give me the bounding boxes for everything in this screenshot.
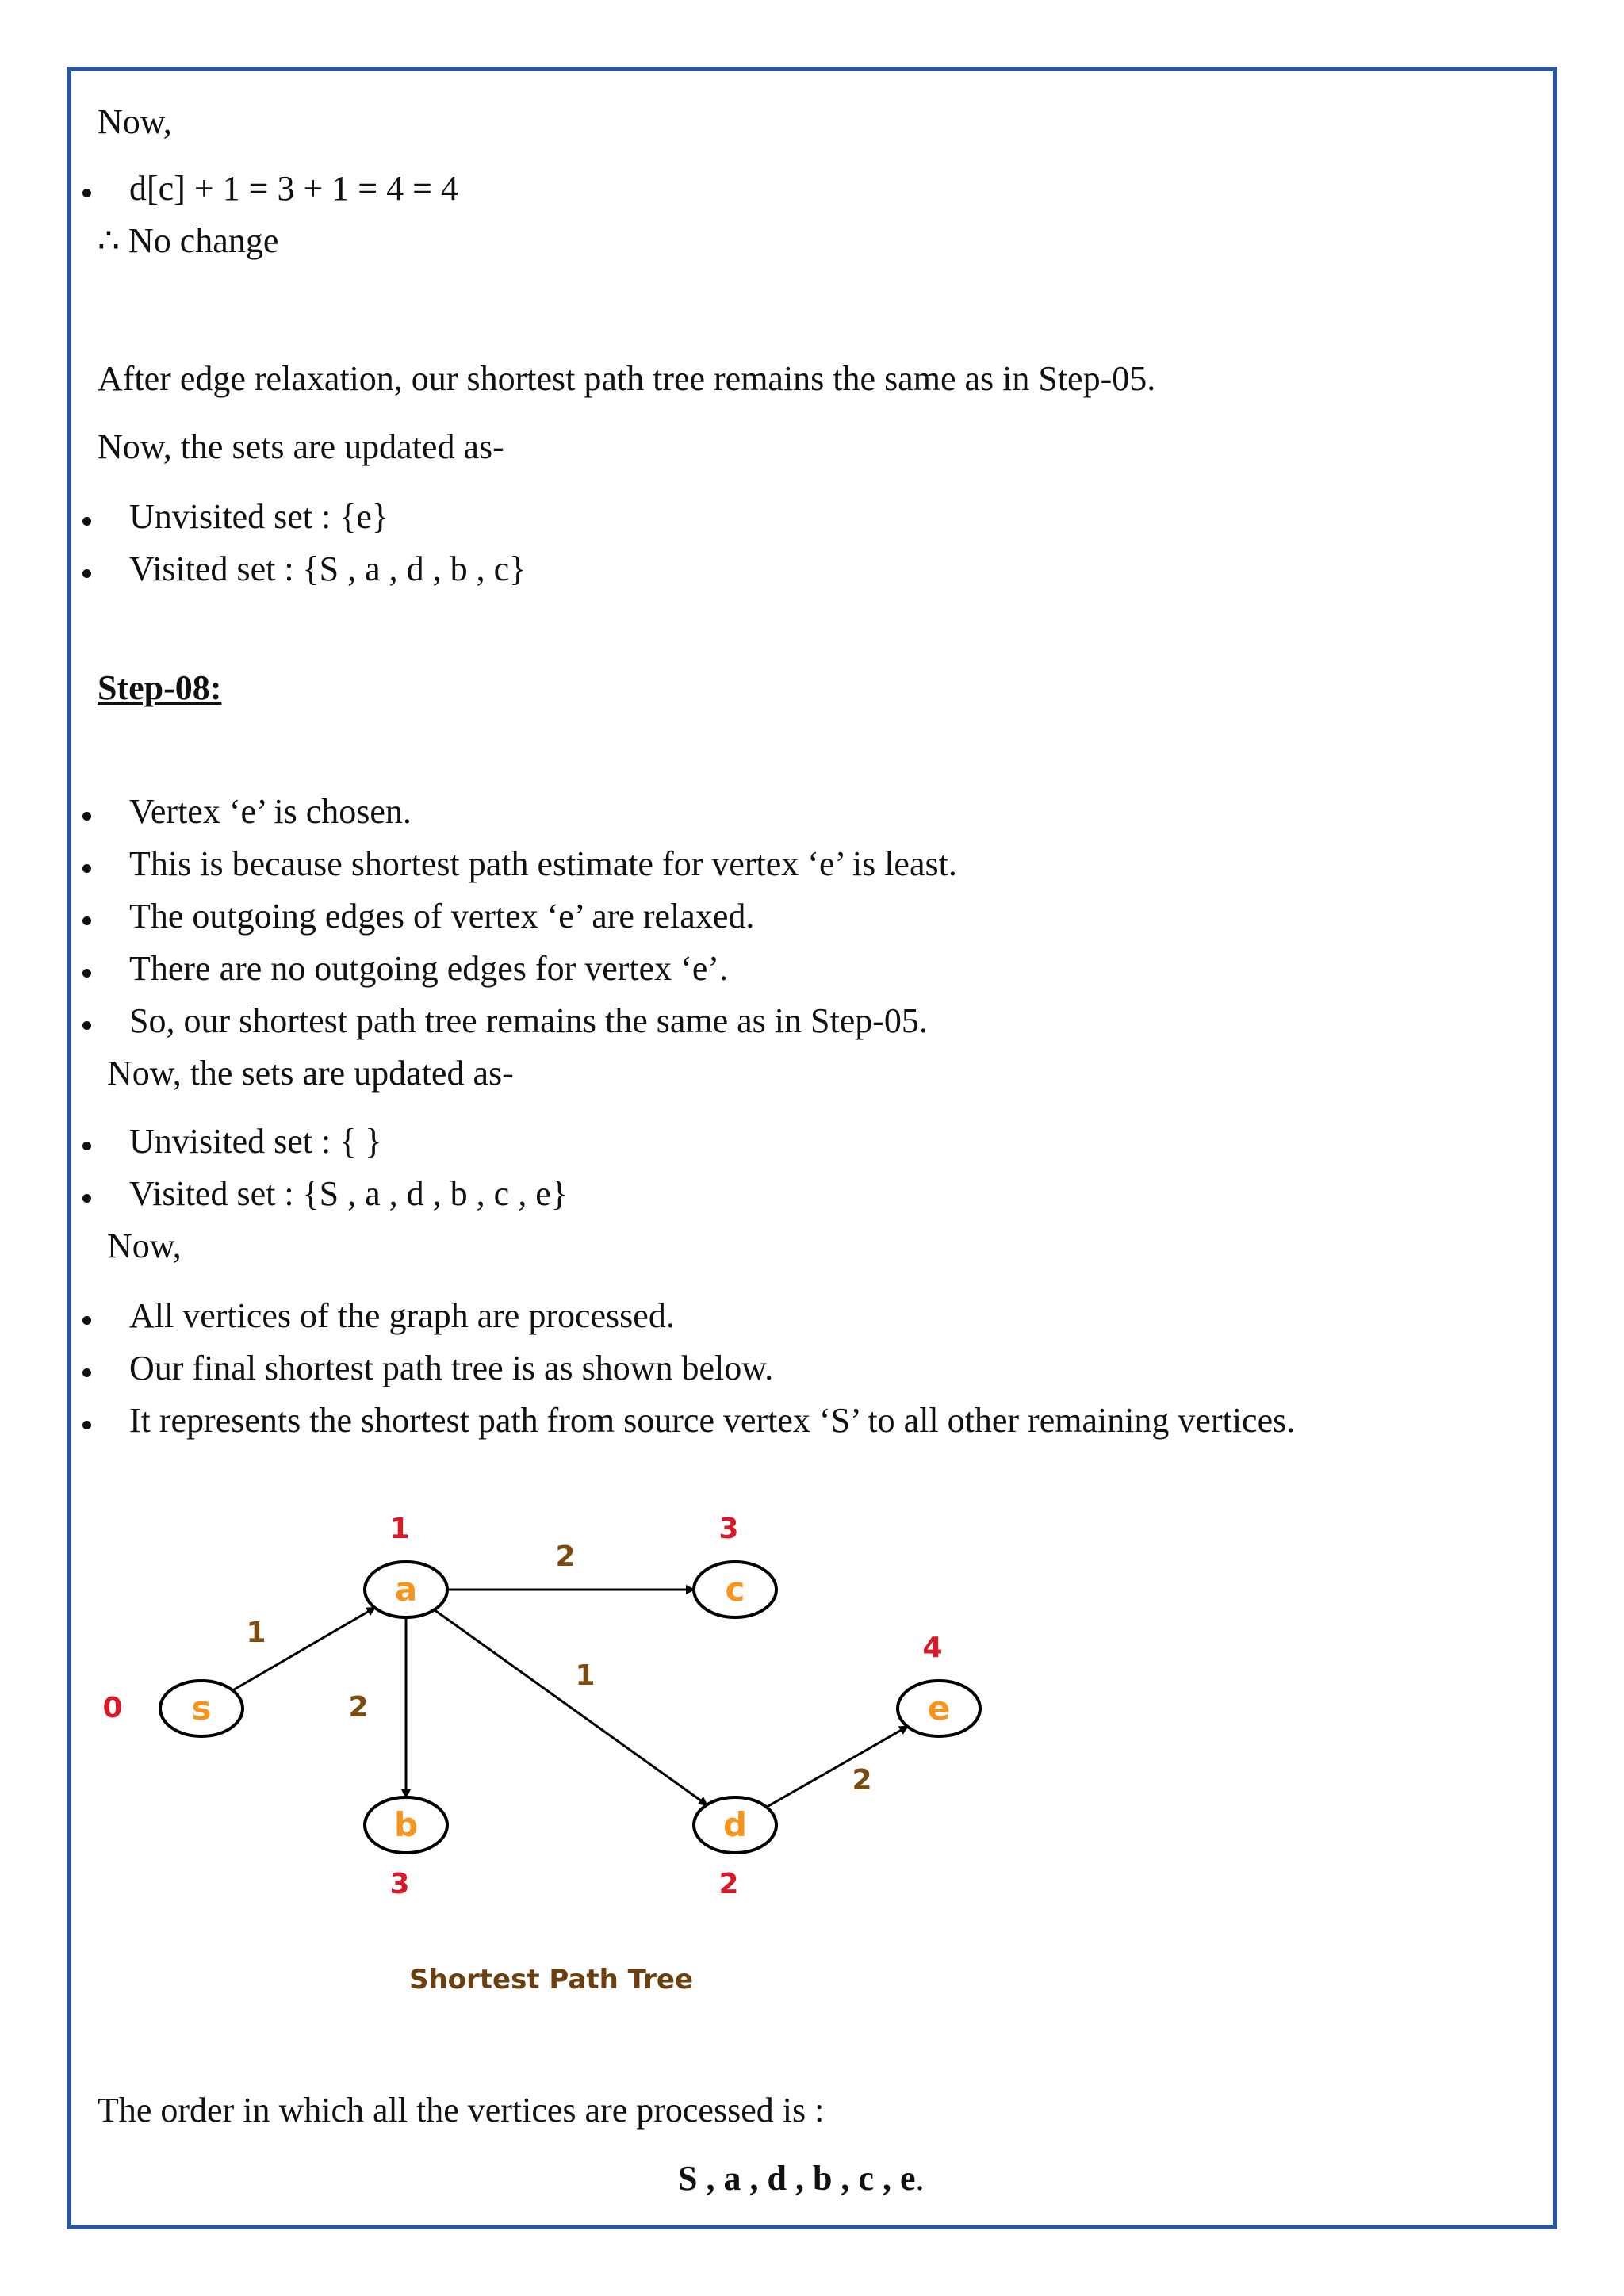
now-label: Now, [107, 1226, 182, 1265]
node-label-S: s [191, 1689, 212, 1728]
node-label-c: c [725, 1570, 745, 1609]
step-bullet: This is because shortest path estimate for vertex ‘e’ is least. [129, 844, 957, 883]
step-bullet: There are no outgoing edges for vertex ‘e’. [129, 949, 729, 988]
unvisited-set: Unvisited set : {e} [129, 497, 389, 536]
sets-updated-text: Now, the sets are updated as- [98, 427, 504, 466]
node-distance-a: 1 [389, 1513, 410, 1545]
final-bullet: All vertices of the graph are processed. [129, 1296, 675, 1335]
node-label-d: d [722, 1805, 748, 1844]
node-label-a: a [394, 1570, 418, 1609]
node-distance-e: 4 [922, 1632, 943, 1664]
step-bullet: So, our shortest path tree remains the same as in Step-05. [129, 1001, 928, 1040]
order-value-line [678, 2158, 924, 2199]
order-value: S , a , d , b , c , e [678, 2159, 916, 2198]
order-text: The order in which all the vertices are processed is : [98, 2091, 825, 2130]
edge-weight-d-e: 2 [852, 1764, 872, 1797]
node-distance-d: 2 [718, 1868, 739, 1900]
visited-set: Visited set : {S , a , d , b , c , e} [129, 1174, 568, 1213]
edge-d-e [767, 1727, 908, 1808]
unvisited-set: Unvisited set : { } [129, 1122, 382, 1161]
no-change-text: ∴ No change [98, 221, 279, 260]
node-distance-c: 3 [718, 1513, 739, 1545]
after-relax-text: After edge relaxation, our shortest path tree remains the same as in Step-05. [98, 359, 1156, 398]
relax-equation: d[c] + 1 = 3 + 1 = 4 = 4 [129, 169, 458, 208]
now-label: Now, [98, 102, 172, 141]
final-bullet: Our final shortest path tree is as shown below. [129, 1349, 774, 1387]
node-label-b: b [393, 1805, 419, 1844]
edge-weight-a-c: 2 [555, 1540, 576, 1573]
step-bullet: Vertex ‘e’ is chosen. [129, 792, 412, 831]
step-bullet: The outgoing edges of vertex ‘e’ are relaxed. [129, 897, 755, 936]
visited-set: Visited set : {S , a , d , b , c} [129, 549, 527, 588]
final-bullet: It represents the shortest path from source vertex ‘S’ to all other remaining vertices. [129, 1401, 1296, 1440]
edge-weight-a-b: 2 [348, 1691, 369, 1724]
node-distance-S: 0 [102, 1692, 123, 1724]
edge-weight-a-d: 1 [575, 1659, 596, 1692]
step-heading: Step-08: [98, 668, 222, 707]
edge-a-d [435, 1609, 707, 1804]
node-distance-b: 3 [389, 1868, 410, 1900]
edge-weight-S-a: 1 [246, 1617, 266, 1649]
order-period: . [915, 2159, 925, 2198]
diagram-title: Shortest Path Tree [408, 1964, 694, 1996]
sets-updated-text: Now, the sets are updated as- [107, 1054, 514, 1093]
node-label-e: e [927, 1689, 951, 1728]
